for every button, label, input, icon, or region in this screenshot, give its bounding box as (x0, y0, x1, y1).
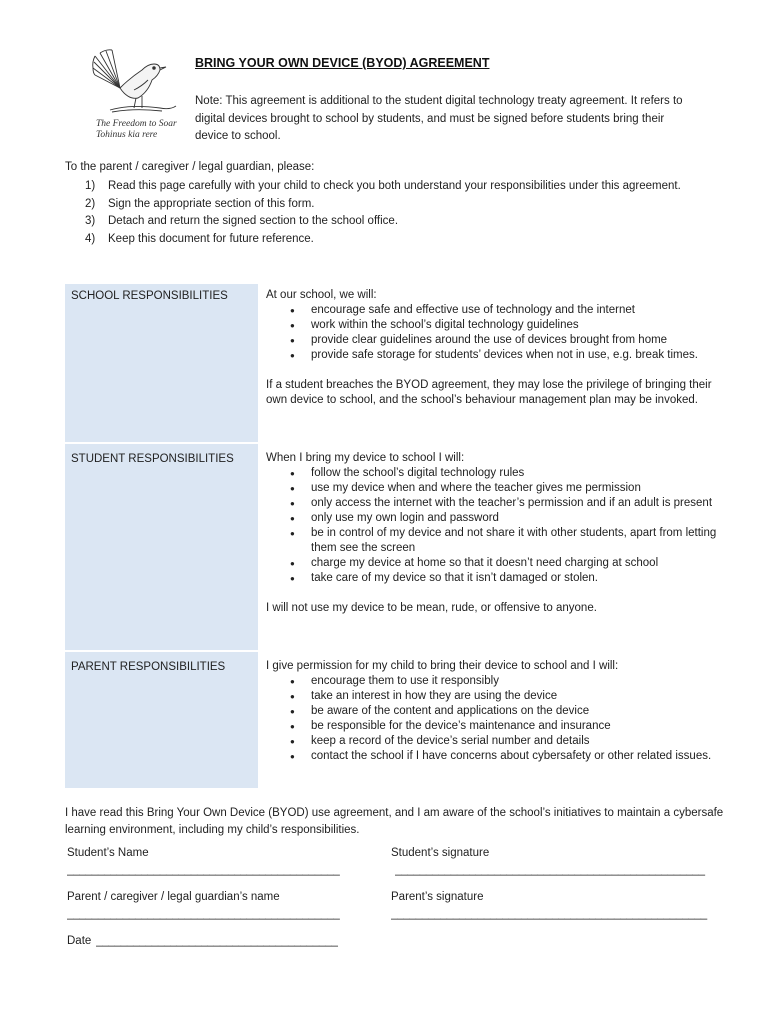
logo-motto (96, 119, 177, 141)
list-item: ● be in control of my device and not share it with other students, apart from letting them see the screen (266, 526, 725, 556)
parent-name-field[interactable]: ____________________________________________ (67, 908, 340, 920)
list-item: ● keep a record of the device’s serial number and details (266, 734, 725, 749)
step-text: Read this page carefully with your child to check you both understand your responsibilities under this agreement. (108, 180, 681, 192)
school-lead: At our school, we will: (266, 289, 377, 301)
list-item: ● follow the school’s digital technology rules (266, 466, 725, 481)
instructions-list (65, 178, 705, 248)
parent-responsibilities-heading: PARENT RESPONSIBILITIES (65, 652, 258, 788)
parent-lead: I give permission for my child to bring their device to school and I will: (266, 660, 619, 672)
list-item: ● be responsible for the device’s maintenance and insurance (266, 719, 725, 734)
instructions-intro: To the parent / caregiver / legal guardian, please: (65, 161, 315, 173)
list-item: ● encourage safe and effective use of technology and the internet (266, 303, 725, 318)
list-item: ● be aware of the content and applications on the device (266, 704, 725, 719)
list-item: ● take an interest in how they are using the device (266, 689, 725, 704)
step-number: 2) (85, 197, 96, 210)
list-item: ● only use my own login and password (266, 511, 725, 526)
date-field[interactable]: _______________________________________ (96, 935, 338, 947)
step-text: Keep this document for future reference. (108, 232, 314, 245)
responsibilities-table (65, 284, 725, 788)
list-item: ● provide safe storage for students’ devices when not in use, e.g. break times. (266, 348, 725, 363)
student-signature-label: Student’s signature (391, 847, 490, 859)
instruction-step (65, 213, 705, 231)
student-responsibilities-heading: STUDENT RESPONSIBILITIES (65, 444, 258, 650)
parent-responsibilities-content (258, 652, 725, 788)
school-responsibilities-row (65, 284, 725, 444)
list-item: ● provide clear guidelines around the use of devices brought from home (266, 333, 725, 348)
list-item: ● charge my device at home so that it doesn’t need charging at school (266, 556, 725, 571)
step-number: 4) (85, 232, 96, 245)
date-label: Date (67, 935, 92, 947)
logo-motto-maori: Tohinus kia rere (96, 130, 158, 140)
list-item: ● contact the school if I have concerns about cybersafety or other related issues. (266, 749, 725, 764)
parent-name-label: Parent / caregiver / legal guardian’s name (67, 891, 280, 903)
student-conduct-note: I will not use my device to be mean, rude, or offensive to anyone. (266, 602, 597, 614)
school-breach-note: If a student breaches the BYOD agreement, they may lose the privilege of bringing their own device to school, and the school’s behaviour management plan may be invoked. (266, 379, 712, 406)
student-signature-field[interactable]: __________________________________________________ (395, 864, 705, 876)
parent-signature-field[interactable]: ___________________________________________________ (391, 908, 707, 920)
school-responsibilities-content (258, 284, 725, 442)
student-items (266, 466, 725, 586)
student-lead: When I bring my device to school I will: (266, 452, 465, 464)
instruction-step (65, 196, 705, 214)
step-number: 3) (85, 215, 96, 227)
student-name-label: Student’s Name (67, 847, 149, 859)
instruction-step (65, 178, 705, 196)
instruction-step (65, 231, 705, 249)
parent-signature-label: Parent’s signature (391, 891, 484, 903)
list-item: ● work within the school’s digital technology guidelines (266, 318, 725, 333)
list-item: ● take care of my device so that it isn’t damaged or stolen. (266, 571, 725, 586)
logo-motto-english: The Freedom to Soar (96, 119, 177, 129)
agreement-note: Note: This agreement is additional to the student digital technology treaty agreement. It refers to digital devices brought to school by students, and must be signed before students bring their device to school. (195, 95, 683, 142)
step-number: 1) (85, 180, 96, 192)
document-title: BRING YOUR OWN DEVICE (BYOD) AGREEMENT (195, 56, 490, 70)
parent-responsibilities-row (65, 652, 725, 788)
step-text: Sign the appropriate section of this form. (108, 197, 315, 210)
list-item: ● only access the internet with the teacher’s permission and if an adult is present (266, 496, 725, 511)
student-name-field[interactable]: ____________________________________________ (67, 864, 340, 876)
list-item: ● encourage them to use it responsibly (266, 674, 725, 689)
student-responsibilities-row (65, 444, 725, 652)
school-responsibilities-heading: SCHOOL RESPONSIBILITIES (65, 284, 258, 442)
school-items (266, 303, 725, 363)
step-text: Detach and return the signed section to the school office. (108, 215, 399, 227)
list-item: ● use my device when and where the teacher gives me permission (266, 481, 725, 496)
parent-items (266, 674, 725, 764)
student-responsibilities-content (258, 444, 725, 650)
declaration-text: I have read this Bring Your Own Device (BYOD) use agreement, and I am aware of the school’s initiatives to maintain a cybersafe learning environment, including my child’s responsibilities. (65, 807, 724, 836)
